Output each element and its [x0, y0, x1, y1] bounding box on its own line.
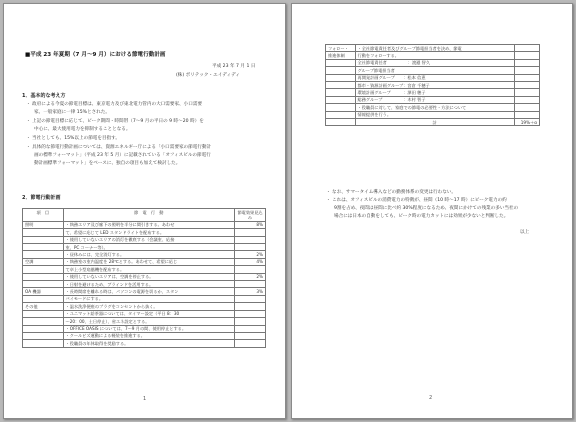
table-cell-val [235, 229, 266, 236]
table-cell-cat: その他 [23, 303, 64, 310]
document-page-1 [3, 3, 286, 419]
table-cell-val [235, 244, 266, 251]
table-row [23, 273, 266, 280]
organization-name: (株) ポリテック・エイディディ [176, 73, 240, 78]
table-cell-content: グループ節電担当者 [355, 67, 514, 74]
section-heading-action-plan: 2．節電行動計画 [22, 195, 61, 201]
table-cell-val [235, 332, 266, 339]
table-cell-val [514, 89, 539, 96]
table-cell-item: ・執務室の室内温度を 28℃とする。あわせて、希望に応じ [63, 258, 235, 265]
table-cell-cat [23, 325, 64, 332]
table-row [326, 96, 540, 103]
action-plan-table-continued [325, 44, 540, 126]
table-cell-cat [23, 266, 64, 273]
table-cell-cat: 照明 [23, 221, 64, 228]
document-title: ■平成 23 年夏期（7 月～9 月）における節電行動計画 [25, 52, 166, 58]
total-label: 計 [355, 119, 514, 126]
table-cell-val: 3% [235, 288, 266, 295]
table-cell-cat [23, 281, 64, 288]
note-line: ・ なお、サマータイム導入などの勤務体系の変更は行わない。 [326, 190, 456, 195]
page-number: 1 [143, 396, 147, 402]
table-cell-cat [23, 236, 64, 243]
table-cell-val [514, 45, 539, 52]
table-cell-cat: 推進体制 [326, 52, 356, 59]
table-cell-val [514, 96, 539, 103]
table-cell-val: 2% [235, 273, 266, 280]
table-row [23, 318, 266, 325]
table-cell-item: 室、PC コーナー等）。 [63, 244, 235, 251]
table-cell-item: ・日射を避けるため、ブラインドを活用する。 [63, 281, 235, 288]
table-cell-item: ・使用していないエリアは、空調を停止する。 [63, 273, 235, 280]
table-cell-val [235, 266, 266, 273]
table-cell-content: 情報提供を行う。 [355, 111, 514, 118]
total-value: 19%＋α [514, 119, 539, 126]
table-row [326, 59, 540, 66]
table-row [23, 244, 266, 251]
table-cell-val: 2% [235, 251, 266, 258]
table-cell-val [514, 74, 539, 81]
page-number: 2 [429, 395, 433, 401]
table-cell-val [235, 340, 266, 347]
paragraph-line: 家、一般家庭に一律 15%とされた。 [34, 110, 110, 115]
table-cell-content: 総務グループ ：木村 智子 [355, 96, 514, 103]
table-cell-val [235, 318, 266, 325]
table-cell-val [514, 104, 539, 111]
table-cell-cat [326, 104, 356, 111]
table-cell-cat [23, 229, 64, 236]
table-cell-cat [23, 340, 64, 347]
table-cell-val [235, 281, 266, 288]
table-cell-item: ・役職員の年休取得を奨励する。 [63, 340, 235, 347]
table-cell-val [235, 236, 266, 243]
header-action: 節 電 行 動 [63, 209, 235, 222]
table-cell-cat [23, 310, 64, 317]
table-row [23, 288, 266, 295]
table-cell-cat [23, 318, 64, 325]
table-cell-item: ・長時間席を離れる時は、パソコンの電源を切るか、スタン [63, 288, 235, 295]
note-line: ・ これは、オフィスビルの消費電力の特徴が、昼間（10 時～17 時）にピーク電力の約 [326, 198, 507, 203]
table-row [326, 82, 540, 89]
table-cell-item: ・昼休みには、完全消灯する。 [63, 251, 235, 258]
paragraph-line: ・ 上記の節電目標に応じて、ピーク期間・時間帯（7～9 月の平日の 9 時～20 時）を [26, 119, 204, 124]
table-cell-cat: 空調 [23, 258, 64, 265]
closing-mark: 以上 [520, 230, 530, 235]
table-row [23, 221, 266, 228]
header-effect: 節電効果見込み [235, 209, 266, 222]
table-row [23, 332, 266, 339]
table-row [23, 266, 266, 273]
table-row [23, 303, 266, 310]
note-line: 場合には日本の自動をしても、ピーク時の電力カットには効果が少ないと判断した。 [334, 214, 509, 219]
action-plan-table [22, 208, 266, 348]
table-cell-cat [23, 273, 64, 280]
table-cell-cat [326, 111, 356, 118]
table-cell-cat [326, 74, 356, 81]
paragraph-line: ・ 当社としても、15%以上の節電を目指す。 [26, 136, 120, 141]
document-date: 平成 23 年 7 月 1 日 [212, 64, 256, 69]
header-category: 項 目 [23, 209, 64, 222]
table-cell-val [514, 59, 539, 66]
table-cell-cat [326, 96, 356, 103]
total-row [326, 119, 540, 126]
table-header-row [23, 209, 266, 222]
table-row [326, 74, 540, 81]
table-cell-cat [326, 67, 356, 74]
document-page-2 [291, 3, 573, 419]
paragraph-line: 動計画標準フォーマット」をベースに、独自の項目も加えて検討した。 [34, 161, 181, 166]
table-cell-content: 行動をフォローする。 [355, 52, 514, 59]
table-row [23, 340, 266, 347]
table-cell-item: ・クールビズ運動による軽装を推進する。 [63, 332, 235, 339]
table-row [23, 295, 266, 302]
table-cell-cat [23, 295, 64, 302]
table-cell-val [514, 82, 539, 89]
table-cell-content: 環境計画グループ ：澤田 穂子 [355, 89, 514, 96]
table-row [326, 104, 540, 111]
paragraph-line: ・ 政府による今夏の節電目標は、東京電力及び東北電力管内の大口需要家、小口需要 [26, 102, 203, 107]
table-cell-item: て卓上小型扇風機を配布する。 [63, 266, 235, 273]
table-cell-item: ～20：00、土日停止）、省エネ設定とする。 [63, 318, 235, 325]
table-row [23, 258, 266, 265]
table-cell-content: 都市・資源計画グループ：宮倉 千穂子 [355, 82, 514, 89]
table-row [326, 67, 540, 74]
table-cell-val: 4% [235, 258, 266, 265]
table-row [23, 325, 266, 332]
table-cell-cat [23, 244, 64, 251]
table-cell-val [514, 52, 539, 59]
table-cell-cat [326, 82, 356, 89]
paragraph-line: 中心に、最大使用電力を抑制することとなる。 [34, 127, 131, 132]
table-row [23, 236, 266, 243]
table-cell-cat [326, 89, 356, 96]
table-cell-content: 全社節電責任者 ：渡邉 智久 [355, 59, 514, 66]
table-cell-item: ・温水洗浄便座のプラグをコンセントから抜く。 [63, 303, 235, 310]
table-row [326, 111, 540, 118]
table-cell-content: ・全社節電責任者及びグループ節電担当者を決め、節電 [355, 45, 514, 52]
table-cell-cat [326, 59, 356, 66]
table-cell-cat: フォロー・ [326, 45, 356, 52]
table-row [326, 89, 540, 96]
table-cell-item: て、希望に応じて LED スタンドライトを配布する。 [63, 229, 235, 236]
table-cell-item: ・OFFICE OASIS については、7～9 月の間、使用停止とする。 [63, 325, 235, 332]
table-row [326, 45, 540, 52]
table-cell-item: ・ユニマット給茶器については、タイマー設定（平日 8：30 [63, 310, 235, 317]
table-row [23, 310, 266, 317]
table-cell-content: ・役職員に対して、家庭での節電の必要性・方法について [355, 104, 514, 111]
table-row [23, 281, 266, 288]
section-heading-basic-concept: 1．基本的な考え方 [22, 93, 66, 99]
table-row [326, 52, 540, 59]
table-cell-val [235, 310, 266, 317]
paragraph-line: 画の標準フォーマット」（平成 23 年 5 月）に記載されている「オフィスビルの節電行 [34, 153, 211, 158]
table-cell-val [514, 111, 539, 118]
table-cell-cat [23, 332, 64, 339]
table-cell-val [235, 325, 266, 332]
table-cell-cat [23, 251, 64, 258]
table-cell-item: バイモードにする。 [63, 295, 235, 302]
table-row [23, 229, 266, 236]
table-cell-item: ・執務エリア及び廊下の照明を半分に間引きする。あわせ [63, 221, 235, 228]
paragraph-line: ・ 具体的な節電行動計画については、資源エネルギー庁による「小口需要家の節電行動計 [26, 145, 212, 150]
table-row [23, 251, 266, 258]
table-cell-cat: OA 機器 [23, 288, 64, 295]
table-cell-item: ・使用していないエリアの消灯を徹底する（会議室、応接 [63, 236, 235, 243]
table-cell-val: 8% [235, 221, 266, 228]
table-cell-val [514, 67, 539, 74]
note-line: 9割を占め、夜間は昼間に比べ約 30%程度になるため、夜間にかけての残業の多い当社の [334, 206, 519, 211]
table-cell-val [235, 295, 266, 302]
table-cell-val [235, 303, 266, 310]
table-cell-content: 再開発計画グループ ：松本 信恵 [355, 74, 514, 81]
